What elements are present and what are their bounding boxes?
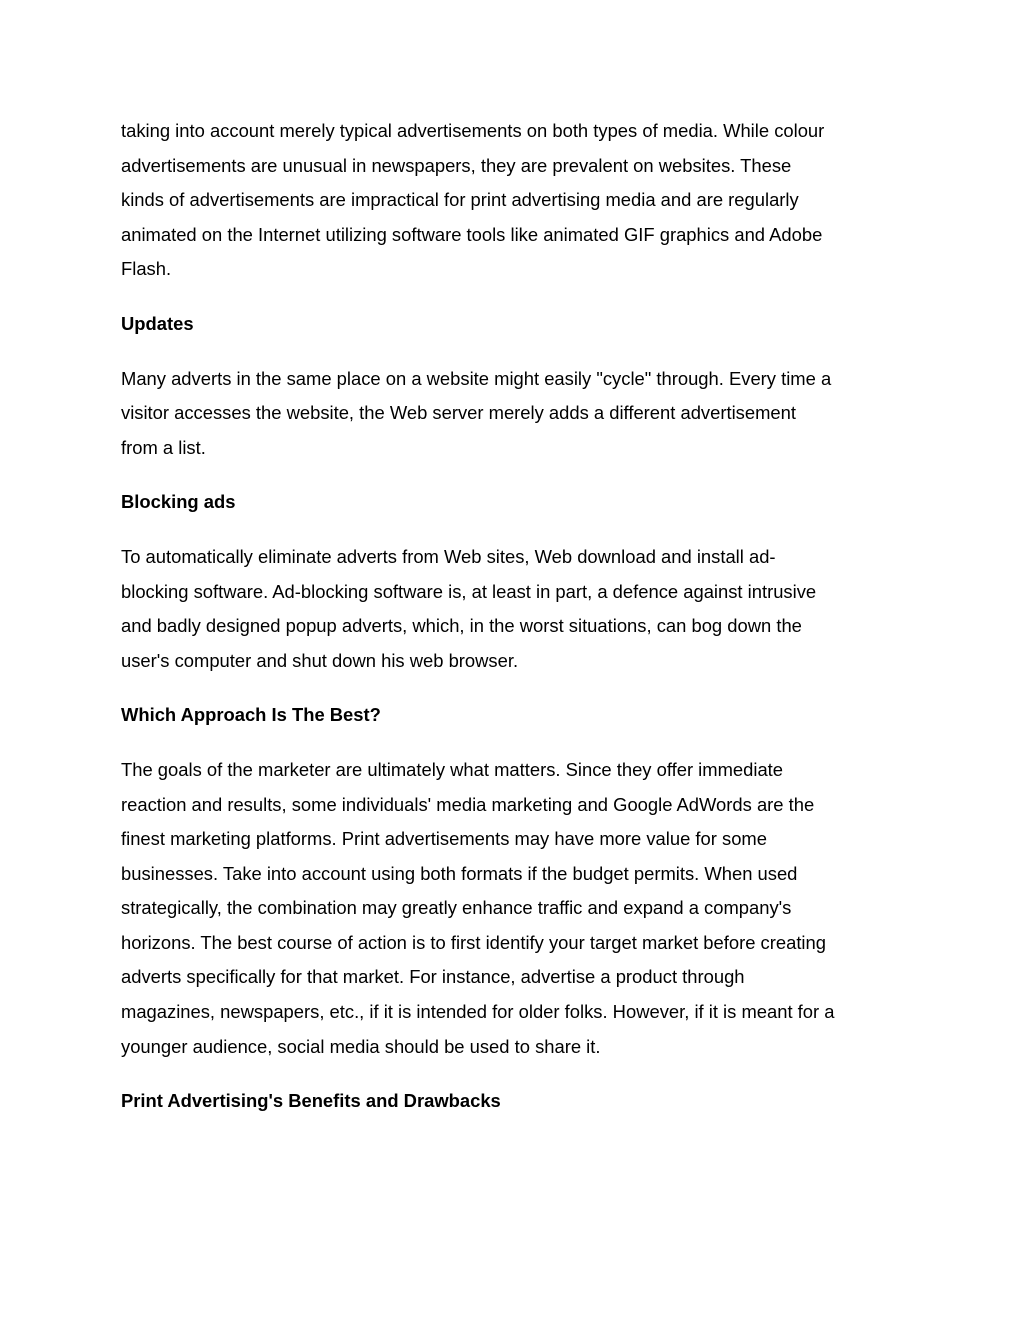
paragraph-best-approach [121, 753, 911, 1064]
text-line: The goals of the marketer are ultimately what matters. Since they offer immediate [121, 758, 784, 780]
text-line: strategically, the combination may greatly enhance traffic and expand a company's [121, 897, 792, 919]
text-line: and badly designed popup adverts, which, in the worst situations, can bog down the [121, 615, 802, 637]
text-line: user's computer and shut down his web browser. [121, 649, 519, 671]
text-line: advertisements are unusual in newspapers, they are prevalent on websites. These [121, 154, 792, 176]
paragraph-blocking-ads [121, 540, 911, 678]
text-line: magazines, newspapers, etc., if it is intended for older folks. However, if it is meant for a [121, 1001, 835, 1023]
text-line: from a list. [121, 436, 206, 458]
text-line: adverts specifically for that market. For instance, advertise a product through [121, 966, 745, 988]
text-line: animated on the Internet utilizing software tools like animated GIF graphics and Adobe [121, 223, 823, 245]
text-line: reaction and results, some individuals' media marketing and Google AdWords are the [121, 793, 815, 815]
text-line: businesses. Take into account using both formats if the budget permits. When used [121, 862, 798, 884]
heading-updates: Updates [121, 312, 194, 334]
paragraph-media-comparison [121, 114, 911, 287]
text-line: visitor accesses the website, the Web server merely adds a different advertisement [121, 402, 796, 424]
heading-blocking-ads: Blocking ads [121, 491, 236, 513]
text-line: To automatically eliminate adverts from Web sites, Web download and install ad- [121, 545, 776, 567]
text-line: Many adverts in the same place on a website might easily "cycle" through. Every time a [121, 367, 832, 389]
text-line: kinds of advertisements are impractical for print advertising media and are regularly [121, 189, 799, 211]
text-line: Flash. [121, 258, 172, 280]
text-line: younger audience, social media should be used to share it. [121, 1035, 601, 1057]
text-line: taking into account merely typical advertisements on both types of media. While colour [121, 120, 825, 141]
text-line: blocking software. Ad-blocking software is, at least in part, a defence against intrusive [121, 580, 817, 602]
text-line: horizons. The best course of action is to first identify your target market before creating [121, 931, 826, 953]
document-page [121, 114, 911, 1119]
paragraph-updates [121, 362, 911, 466]
heading-print-benefits-drawbacks: Print Advertising's Benefits and Drawbacks [121, 1090, 501, 1112]
text-line: finest marketing platforms. Print advertisements may have more value for some [121, 828, 767, 850]
heading-best-approach: Which Approach Is The Best? [121, 704, 381, 726]
